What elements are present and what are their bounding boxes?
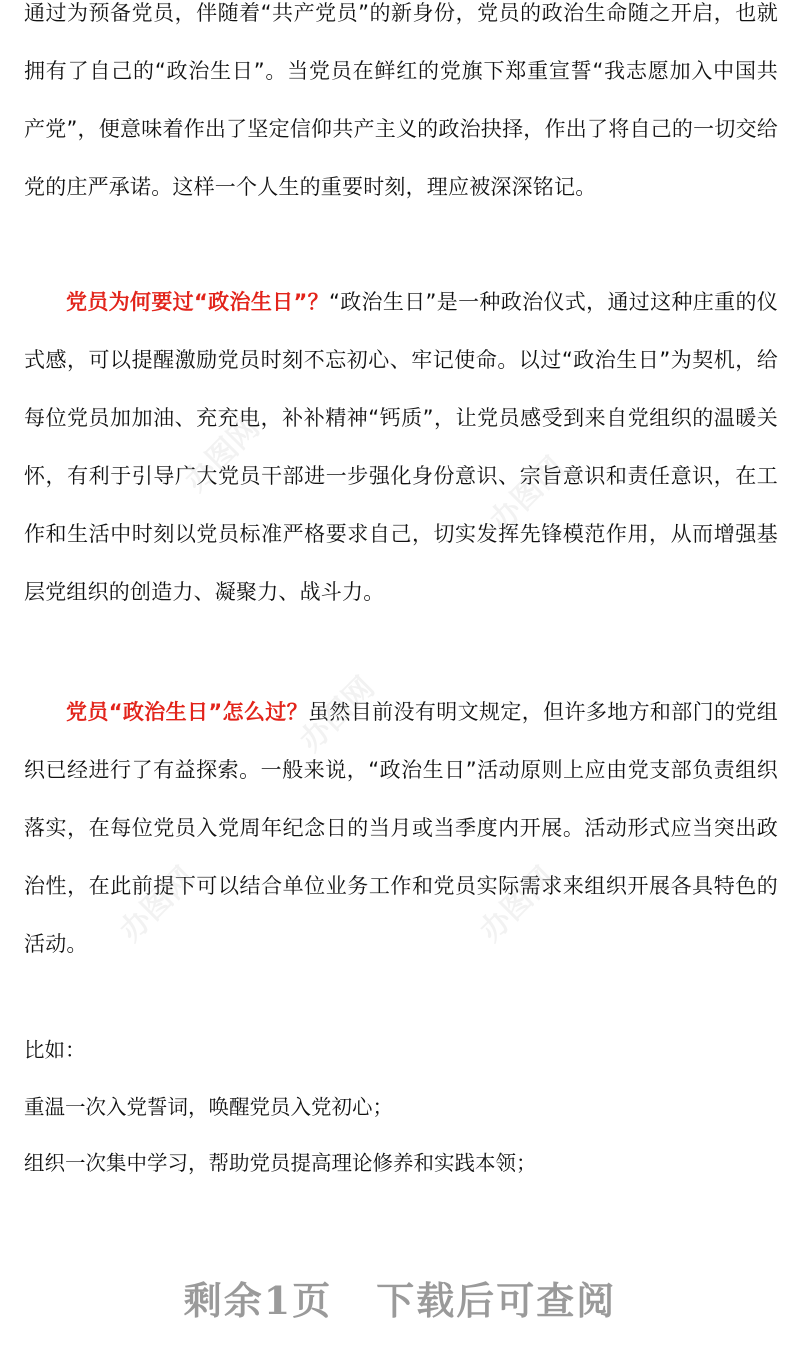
- list-intro: 比如：: [24, 1038, 86, 1062]
- list-item: 组织一次集中学习，帮助党员提高理论修养和实践本领；: [24, 1151, 537, 1175]
- paragraph-body: 虽然目前没有明文规定，但许多地方和部门的党组织已经进行了有益探索。一般来说，“政治生日”活动原则上应由党支部负责组织落实，在每位党员入党周年纪念日的当月或当季度内开展。活动形式应当突出政治性，在此前提下可以结合单位业务工作和党员实际需求来组织开展各具特色的活动。: [24, 700, 778, 956]
- paragraph-body: “政治生日”是一种政治仪式，通过这种庄重的仪式感，可以提醒激励党员时刻不忘初心、牢记使命。以过“政治生日”为契机，给每位党员加加油、充充电，补补精神“钙质”，让党员感受到来自党组织的温暖关怀，有利于引导广大党员干部进一步强化身份意识、宗旨意识和责任意识，在工作和生活中时刻以党员标准严格要求自己，切实发挥先锋模范作用，从而增强基层党组织的创造力、凝聚力、战斗力。: [24, 290, 778, 604]
- remaining-pages-text: 剩余1页: [183, 1278, 333, 1323]
- download-to-view-text: 下载后可查阅: [376, 1278, 617, 1323]
- paragraph-intro: [24, 0, 778, 216]
- list-item: 重温一次入党誓词，唤醒党员入党初心；: [24, 1095, 393, 1119]
- paragraph-how: [24, 683, 778, 973]
- paragraph-why: [24, 273, 778, 621]
- watermark-logo: 办图网: [293, 670, 382, 759]
- download-prompt[interactable]: [0, 1270, 800, 1325]
- watermark-logo: 办图网: [473, 860, 562, 949]
- watermark-logo: 办图网: [113, 860, 202, 949]
- paragraph-lead-how: 党员“政治生日”怎么过？: [66, 700, 309, 724]
- watermark-logo: 办图网: [178, 410, 267, 499]
- watermark-logo: 办图网: [483, 450, 572, 539]
- paragraph-body: 通过为预备党员，伴随着“共产党员”的新身份，党员的政治生命随之开启，也就拥有了自己的“政治生日”。当党员在鲜红的党旗下郑重宣誓“我志愿加入中国共产党”，便意味着作出了坚定信仰共产主义的政治抉择，作出了将自己的一切交给党的庄严承诺。这样一个人生的重要时刻，理应被深深铭记。: [24, 1, 778, 199]
- paragraph-lead-why: 党员为何要过“政治生日”？: [66, 290, 329, 314]
